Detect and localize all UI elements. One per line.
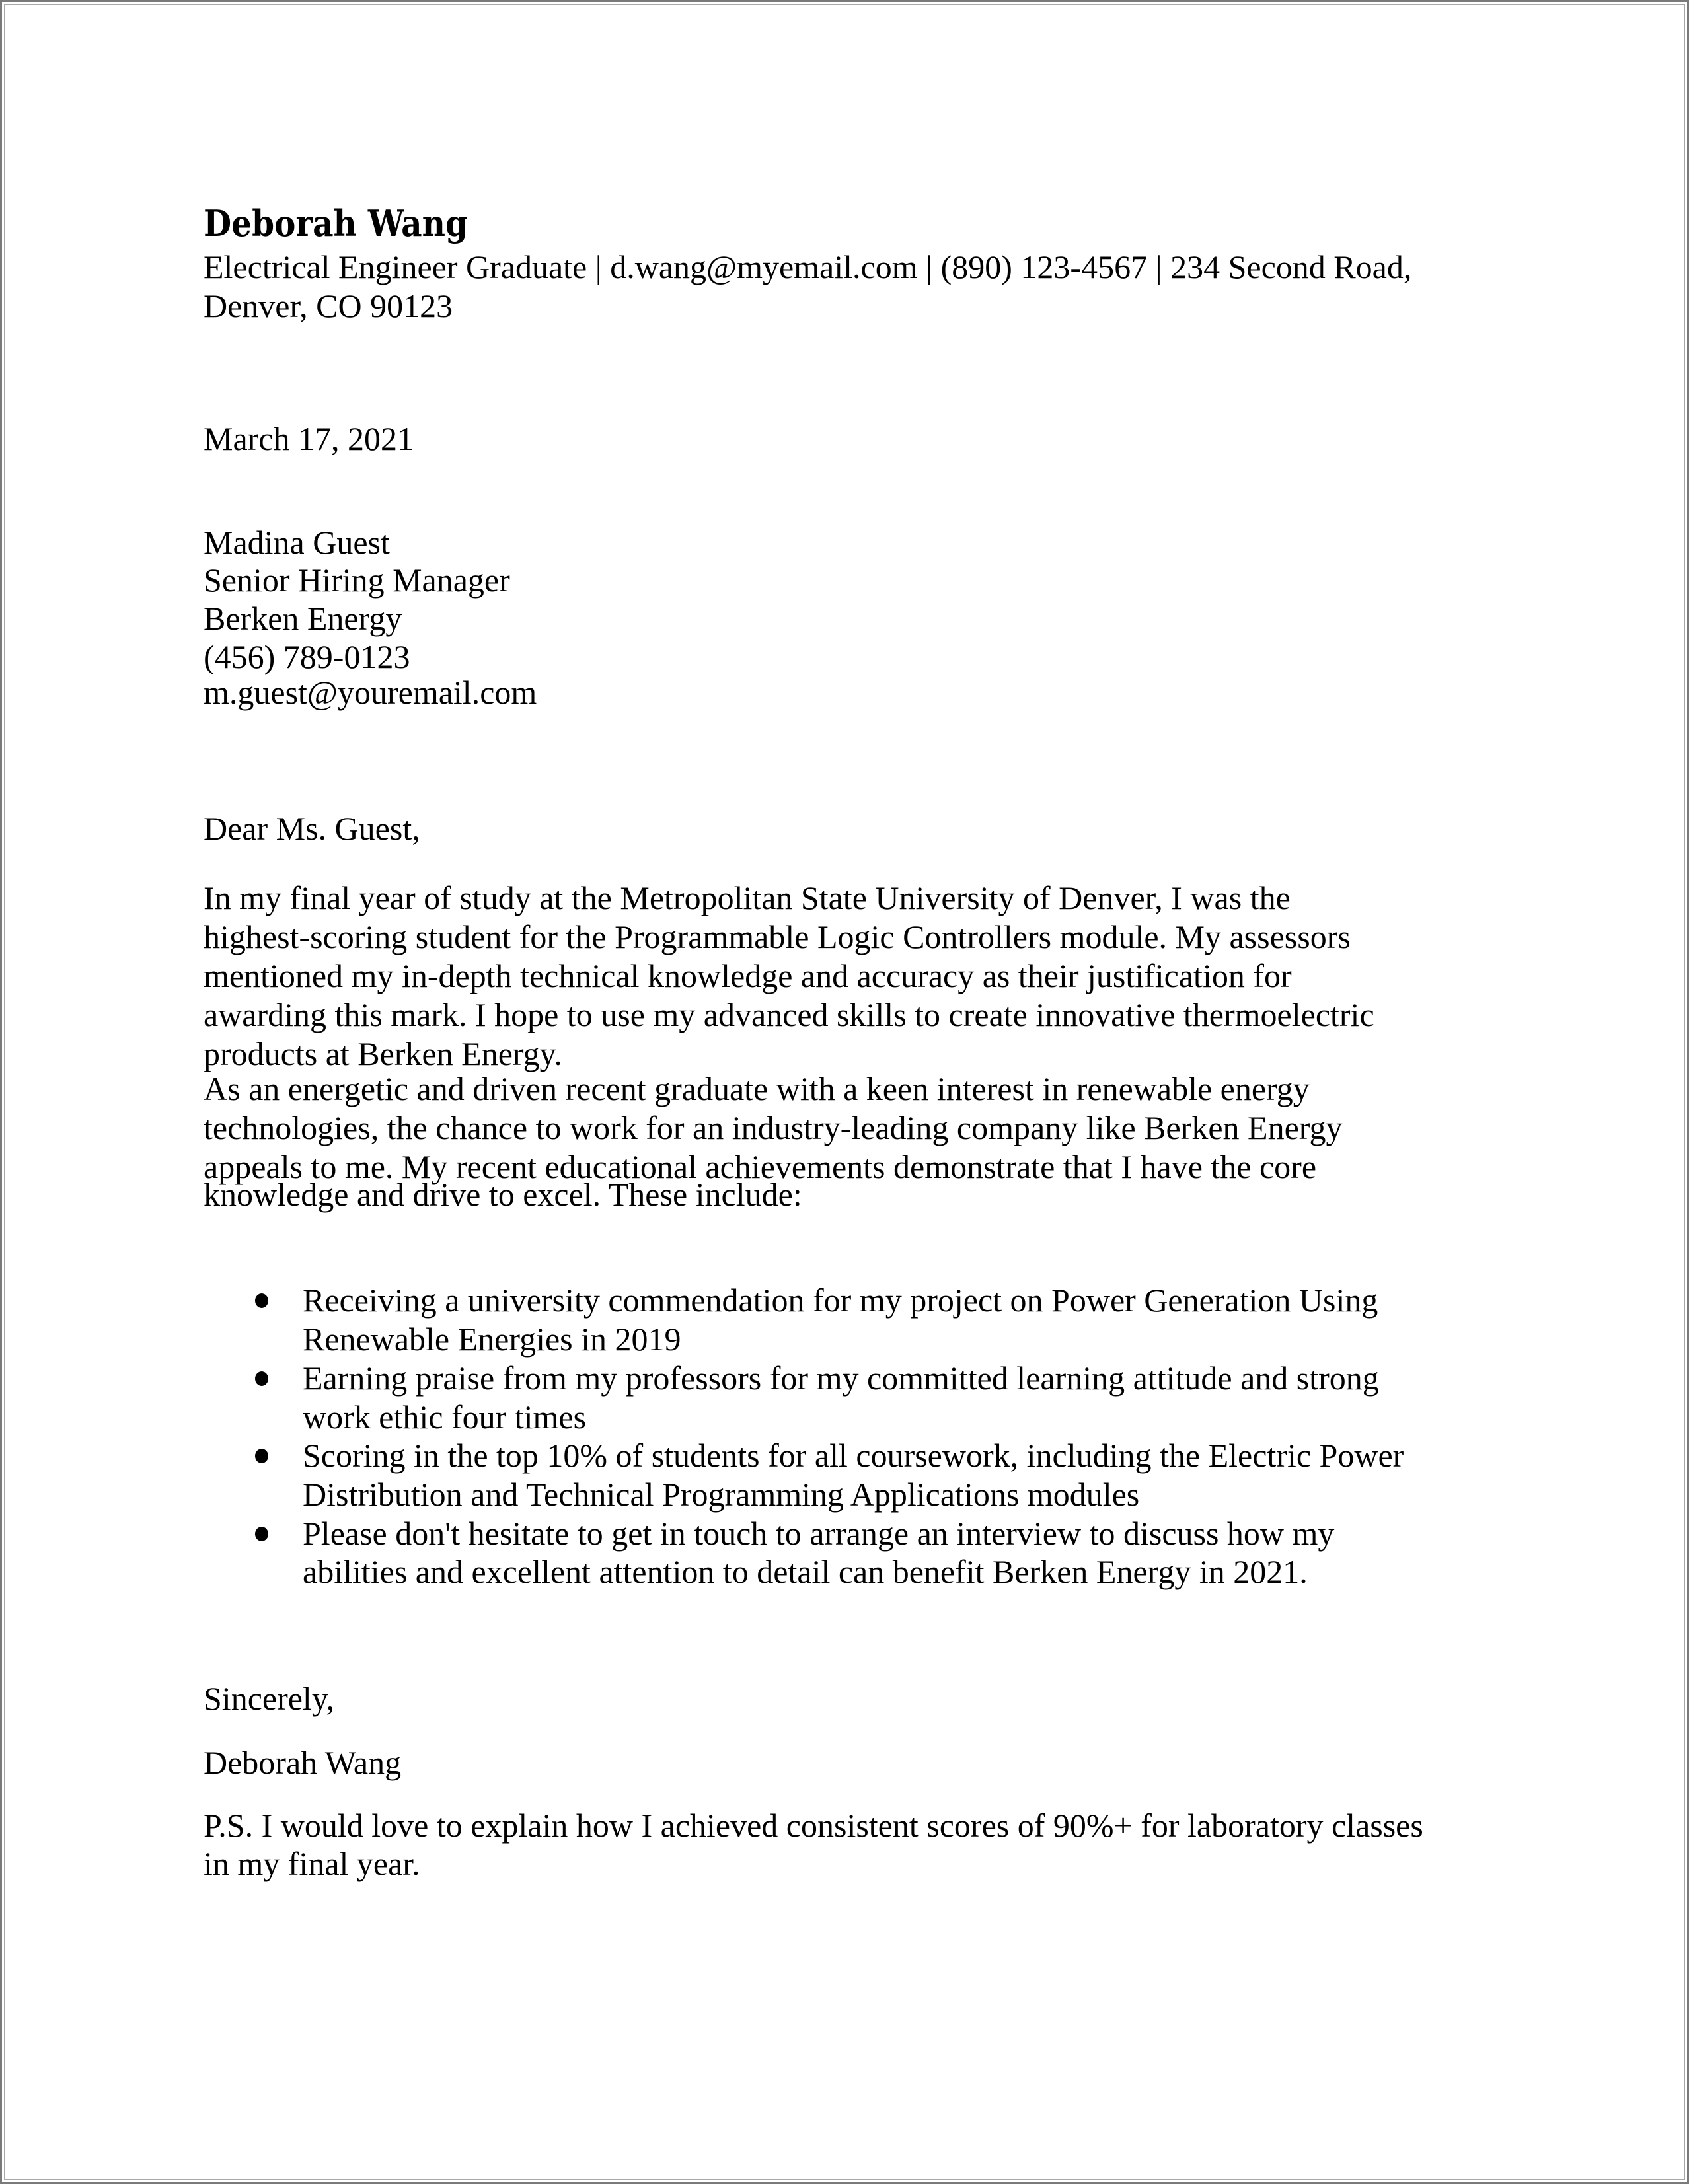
paragraph-line: knowledge and drive to excel. These include: (204, 1176, 802, 1213)
salutation: Dear Ms. Guest, (204, 810, 420, 847)
recipient-phone: (456) 789-0123 (204, 638, 410, 675)
bullet-icon (255, 1449, 268, 1463)
postscript-line: in my final year. (204, 1845, 420, 1882)
list-item-line: Renewable Energies in 2019 (303, 1321, 681, 1358)
paragraph-line: appeals to me. My recent educational achievements demonstrate that I have the core (204, 1148, 1317, 1185)
bullet-icon (255, 1527, 268, 1541)
postscript-line: P.S. I would love to explain how I achieved consistent scores of 90%+ for laboratory classes (204, 1807, 1423, 1844)
paragraph-line: technologies, the chance to work for an industry-leading company like Berken Energy (204, 1109, 1343, 1146)
paragraph-line: In my final year of study at the Metropolitan State University of Denver, I was the (204, 879, 1291, 916)
recipient-company: Berken Energy (204, 600, 402, 637)
recipient-email: m.guest@youremail.com (204, 674, 537, 711)
paragraph-line: highest-scoring student for the Programmable Logic Controllers module. My assessors (204, 918, 1351, 955)
paragraph-line: As an energetic and driven recent graduate with a keen interest in renewable energy (204, 1070, 1310, 1107)
sender-contact-line: Denver, CO 90123 (204, 287, 453, 324)
paragraph-line: mentioned my in-depth technical knowledge and accuracy as their justification for (204, 957, 1292, 994)
list-item-line: Distribution and Technical Programming Applications modules (303, 1476, 1140, 1513)
recipient-name: Madina Guest (204, 524, 390, 561)
bullet-icon (255, 1293, 268, 1308)
list-item-line: Receiving a university commendation for my project on Power Generation Using (303, 1282, 1378, 1319)
closing: Sincerely, (204, 1680, 335, 1717)
sender-name: Deborah Wang (204, 202, 468, 244)
list-item-line: Scoring in the top 10% of students for all coursework, including the Electric Power (303, 1437, 1404, 1474)
signature-name: Deborah Wang (204, 1744, 402, 1781)
sender-contact-line: Electrical Engineer Graduate | d.wang@myemail.com | (890) 123-4567 | 234 Second Road, (204, 248, 1412, 285)
list-item-line: Earning praise from my professors for my committed learning attitude and strong (303, 1360, 1379, 1397)
bullet-icon (255, 1371, 268, 1386)
paragraph-line: awarding this mark. I hope to use my advanced skills to create innovative thermoelectric (204, 996, 1374, 1033)
list-item-line: Please don't hesitate to get in touch to arrange an interview to discuss how my (303, 1515, 1335, 1552)
list-item-line: work ethic four times (303, 1399, 587, 1436)
paragraph-line: products at Berken Energy. (204, 1035, 562, 1072)
list-item-line: abilities and excellent attention to detail can benefit Berken Energy in 2021. (303, 1553, 1308, 1590)
letter-date: March 17, 2021 (204, 420, 414, 457)
recipient-title: Senior Hiring Manager (204, 562, 510, 599)
